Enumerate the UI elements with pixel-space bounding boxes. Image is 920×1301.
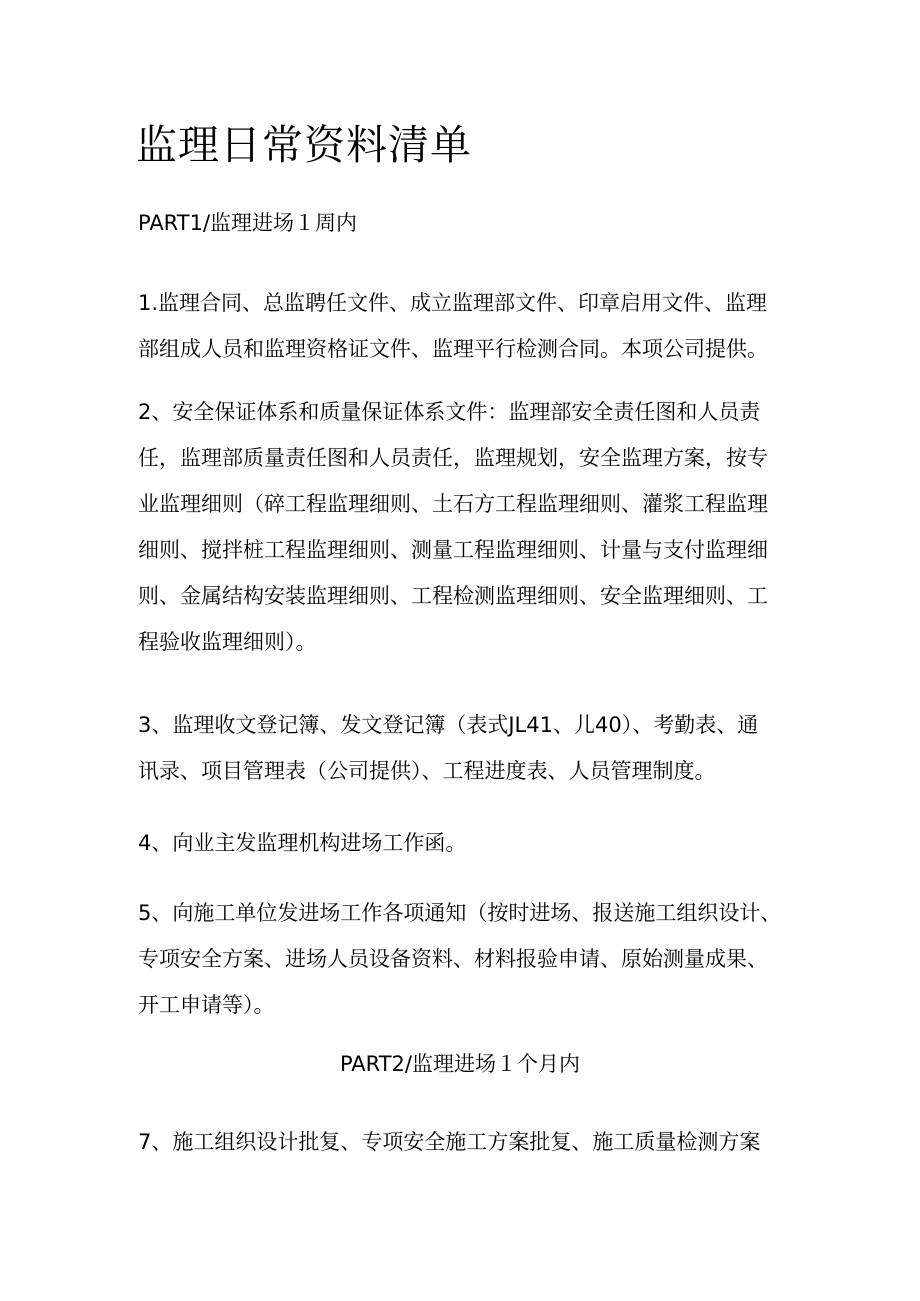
list-item-3 (138, 702, 788, 794)
paragraph-line: 7、施工组织设计批复、专项安全施工方案批复、施工质量检测方案 (138, 1130, 761, 1154)
list-item-7 (138, 1119, 788, 1165)
paragraph-line: 讯录、项目管理表（公司提供）、工程进度表、人员管理制度。 (138, 759, 716, 783)
paragraph-line: 则、金属结构安装监理细则、工程检测监理细则、安全监理细则、工 (138, 584, 768, 608)
list-item-4 (138, 820, 788, 866)
paragraph-line: 专项安全方案、进场人员设备资料、材料报验申请、原始测量成果、 (138, 947, 768, 971)
paragraph-line: 3、监理收文登记簿、发文登记簿（表式JL41、儿40）、考勤表、通 (138, 713, 759, 737)
section-heading-part1: PART1/监理进场１周内 (138, 211, 358, 235)
paragraph-line: 任，监理部质量责任图和人员责任，监理规划，安全监理方案，按专 (138, 446, 768, 470)
paragraph-line: 4、向业主发监理机构进场工作函。 (138, 831, 467, 855)
paragraph-line: 1.监理合同、总监聘任文件、成立监理部文件、印章启用文件、监理 (138, 291, 768, 315)
paragraph-line: 5、向施工单位发进场工作各项通知（按时进场、报送施工组织设计、 (138, 901, 782, 925)
list-item-2 (138, 389, 788, 665)
paragraph-line: 程验收监理细则）。 (138, 630, 317, 654)
list-item-5 (138, 890, 788, 1028)
paragraph-line: 业监理细则（碎工程监理细则、土石方工程监理细则、灌浆工程监理 (138, 492, 768, 516)
paragraph-line: 开工申请等）。 (138, 993, 275, 1017)
paragraph-line: 细则、搅拌桩工程监理细则、测量工程监理细则、计量与支付监理细 (138, 538, 768, 562)
paragraph-line: 2、安全保证体系和质量保证体系文件：监理部安全责任图和人员责 (138, 400, 761, 424)
list-item-1 (138, 280, 788, 372)
section-heading-part2: PART2/监理进场１个月内 (339, 1052, 580, 1076)
page-title: 监理日常资料清单 (136, 121, 472, 169)
paragraph-line: 部组成人员和监理资格证文件、监理平行检测合同。本项公司提供。 (138, 337, 768, 361)
